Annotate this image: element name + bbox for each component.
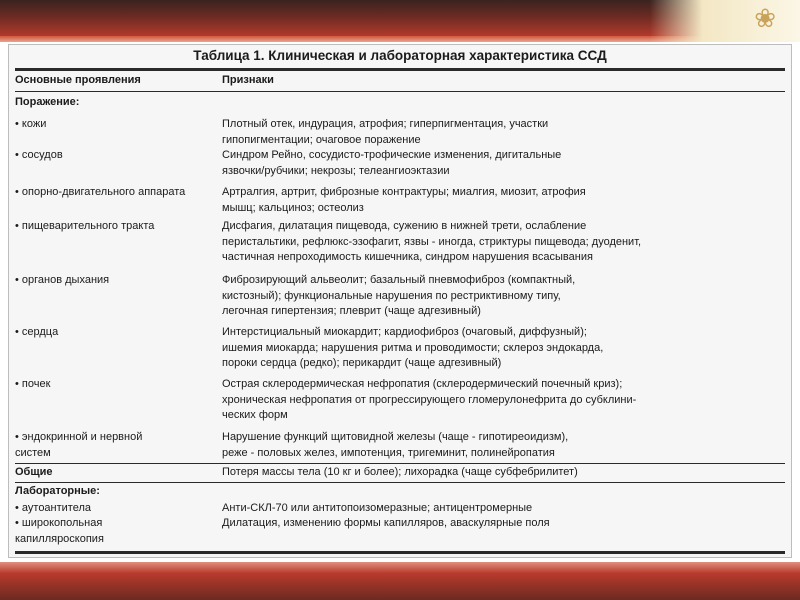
row-label: • опорно-двигательного аппарата xyxy=(15,186,186,198)
row-label: • почек xyxy=(15,378,51,390)
section-lab-label: Лабораторные: xyxy=(15,485,100,497)
general-rule-bottom xyxy=(15,482,785,483)
row-text: Нарушение функций щитовидной железы (чаще - гипотиреоидизм), реже - половых желез, импотенция, тригеминит, полинейропатия xyxy=(222,431,569,459)
footer-band xyxy=(0,562,800,600)
header-rule xyxy=(15,91,785,92)
row-text: Артралгия, артрит, фиброзные контрактуры; миалгия, миозит, атрофия мышц; кальциноз; остеолиз xyxy=(222,186,586,214)
general-label: Общие xyxy=(15,466,53,478)
row-label: • сердца xyxy=(15,326,59,338)
row-text: Синдром Рейно, сосудисто-трофические изменения, дигитальные язвочки/рубчики; некрозы; телеангиоэктазии xyxy=(222,149,562,177)
row-label: • аутоантитела xyxy=(15,502,92,514)
row-text: Дисфагия, дилатация пищевода, сужению в нижней трети, ослабление перистальтики, рефлюкс-эзофагит, язвы - иногда, стриктуры пищевода; дуоденит, частичная непроходимость кишечника, синдром нарушения всасывания xyxy=(222,220,642,263)
row-label: • эндокринной и нервной систем xyxy=(15,431,143,459)
row-text: Фиброзирующий альвеолит; базальный пневмофиброз (компактный, кистозный); функциональные нарушения по рестриктивному типу, легочная гипертензия; плеврит (чаще адгезивный) xyxy=(222,274,576,317)
row-text: Анти-СКЛ-70 или антитопоизомеразные; антицентромерные xyxy=(222,502,533,514)
row-text: Дилатация, изменению формы капилляров, аваскулярные поля xyxy=(222,517,550,529)
title-rule xyxy=(15,68,785,71)
row-label: • сосудов xyxy=(15,149,63,161)
table-title: Таблица 1. Клиническая и лабораторная характеристика ССД xyxy=(193,48,607,63)
row-text: Острая склеродермическая нефропатия (склеродермический почечный криз); хроническая нефропатия от прогрессирующего гломерулонефрита до субклини- ческих форм xyxy=(222,378,637,421)
row-text: Интерстициальный миокардит; кардиофиброз (очаговый, диффузный); ишемия миокарда; нарушения ритма и проводимости; склероз эндокарда, пороки сердца (редко); перикардит (чаще адгезивный) xyxy=(222,326,604,369)
table-bottom-rule xyxy=(15,551,785,554)
row-label: • кожи xyxy=(15,118,47,130)
header-signs: Признаки xyxy=(222,74,274,86)
row-label: • органов дыхания xyxy=(15,274,110,286)
row-label: • широкопольная капилляроскопия xyxy=(15,517,104,545)
row-text: Плотный отек, индурация, атрофия; гиперпигментация, участки гипопигментации; очаговое поражение xyxy=(222,118,549,146)
section-damage-label: Поражение: xyxy=(15,96,80,108)
general-text: Потеря массы тела (10 кг и более); лихорадка (чаще субфебрилитет) xyxy=(222,466,578,478)
general-rule-top xyxy=(15,463,785,464)
header-manifestations: Основные проявления xyxy=(15,74,141,86)
table-document xyxy=(8,44,792,558)
ornament-icon: ❀ xyxy=(754,3,776,33)
corner-ornament xyxy=(650,0,800,42)
row-label: • пищеварительного тракта xyxy=(15,220,155,232)
